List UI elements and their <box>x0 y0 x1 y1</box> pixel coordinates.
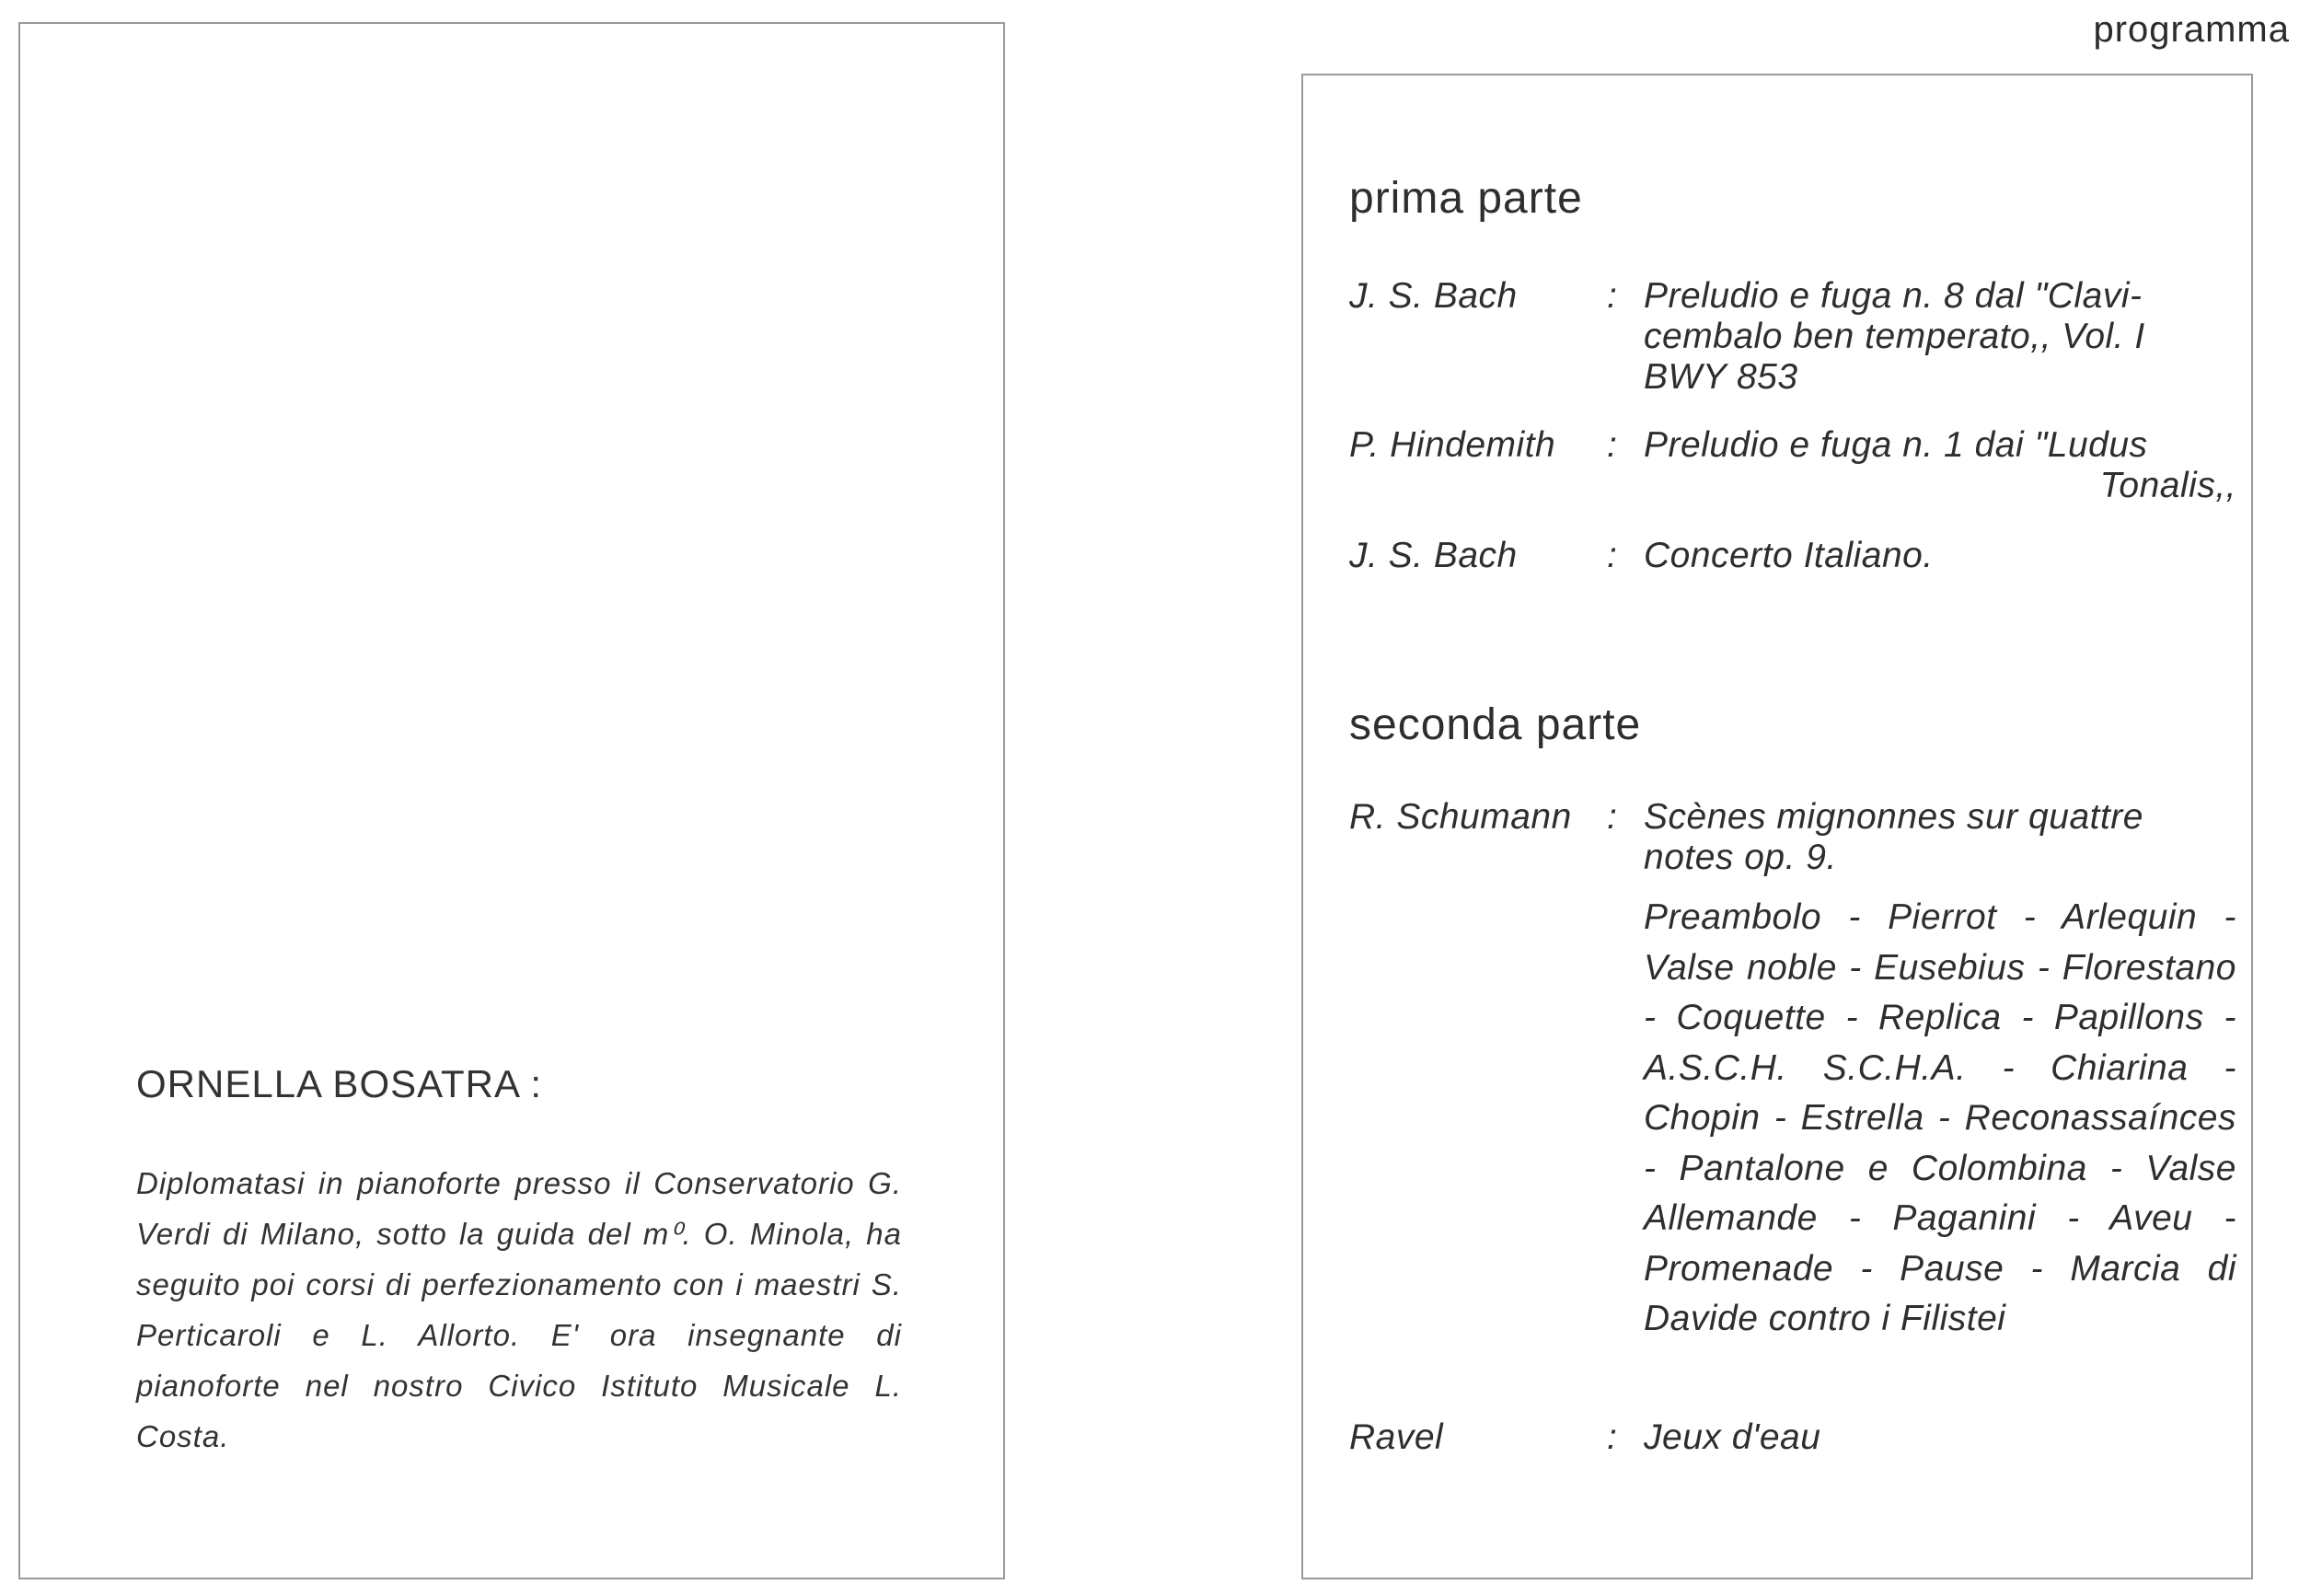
separator: : <box>1607 276 1618 316</box>
section-label: programma <box>2093 9 2290 50</box>
work-title <box>1644 1417 2236 1458</box>
work-line: Concerto Italiano. <box>1644 536 1934 575</box>
biography-text: Diplomatasi in pianoforte presso il Conservatorio G. Verdi di Milano, sotto la guida del m⁰. O. Minola, ha seguito poi corsi di perfezionamento con i maestri S. Perticaroli e L. Allorto. E' ora insegnante di pianoforte nel nostro Civico Istituto Musicale L. Costa. <box>136 1166 902 1453</box>
part-title-seconda: seconda parte <box>1349 700 1642 749</box>
composer: R. Schumann <box>1349 797 1572 837</box>
work-line: Tonalis,, <box>2099 466 2236 505</box>
work-line: Jeux d'eau <box>1644 1417 1821 1457</box>
work-line: cembalo ben temperato,, Vol. I <box>1644 317 2145 356</box>
composer: J. S. Bach <box>1349 536 1518 575</box>
performer-name: ORNELLA BOSATRA : <box>136 1062 543 1105</box>
program-panel <box>1301 74 2253 1579</box>
separator: : <box>1607 425 1618 465</box>
composer: Ravel <box>1349 1417 1444 1457</box>
separator: : <box>1607 797 1618 837</box>
work-line: Scènes mignonnes sur quattre <box>1644 797 2143 837</box>
composer: J. S. Bach <box>1349 276 1518 316</box>
work-line: notes op. 9. <box>1644 838 1837 877</box>
work-title <box>1644 797 2236 878</box>
work-line: BWY 853 <box>1644 357 1798 397</box>
work-title <box>1644 536 2236 576</box>
separator: : <box>1607 536 1618 575</box>
work-title <box>1644 425 2236 506</box>
separator: : <box>1607 1417 1618 1457</box>
biography-panel <box>18 22 1005 1579</box>
movements-list: Preambolo - Pierrot - Arlequin - Valse noble - Eusebius - Florestano - Coquette - Replica - Papillons - A.S.C.H. S.C.H.A. - Chiarina - Chopin - Estrella - Reconassaínces - Pantalone e Colombina - Valse Allemande - Paganini - Aveu - Promenade - Pause - Marcia di Davide contro i Filistei <box>1644 897 2236 1338</box>
work-title <box>1644 276 2236 398</box>
work-line: Preludio e fuga n. 8 dal "Clavi- <box>1644 276 2143 316</box>
composer: P. Hindemith <box>1349 425 1556 465</box>
work-line: Preludio e fuga n. 1 dai "Ludus <box>1644 425 2148 465</box>
part-title-prima: prima parte <box>1349 174 1583 223</box>
